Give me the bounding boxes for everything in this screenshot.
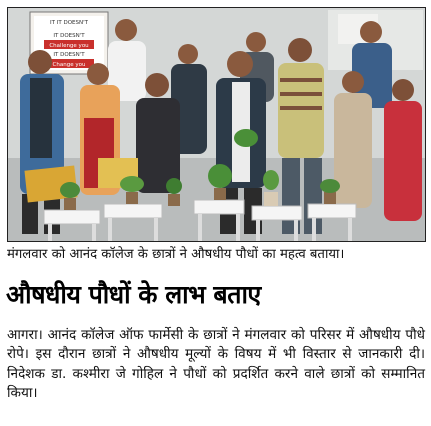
- article-body: आगरा। आनंद कॉलेज ऑफ फार्मेसी के छात्रों ने मंगलवार को परिसर में औषधीय पौधे रोपे। इस दौरान छात्रों ने औषधीय मूल्यों के विषय में भी विस्तार से जानकारी दी। निदेशक डा. कश्मीरा जे गोहिल ने पौधों को प्रदर्शित करने वाले छात्रों को सम्मानित किया।: [7, 327, 425, 401]
- headline: औषधीय पौधों के लाभ बताए: [6, 280, 261, 309]
- sign-line-4: IT DOESN'T: [53, 52, 85, 58]
- sign-line-1: IT IT DOESN'T: [50, 20, 88, 26]
- sign-line-3: Challenge you: [49, 43, 89, 49]
- sign-line-2: IT DOESN'T: [53, 33, 85, 39]
- news-photo: [7, 7, 426, 242]
- sign-line-5: Change you: [52, 62, 86, 68]
- photo-caption: मंगलवार को आनंद कॉलेज के छात्रों ने औषधीय पौधों का महत्व बताया।: [7, 247, 345, 262]
